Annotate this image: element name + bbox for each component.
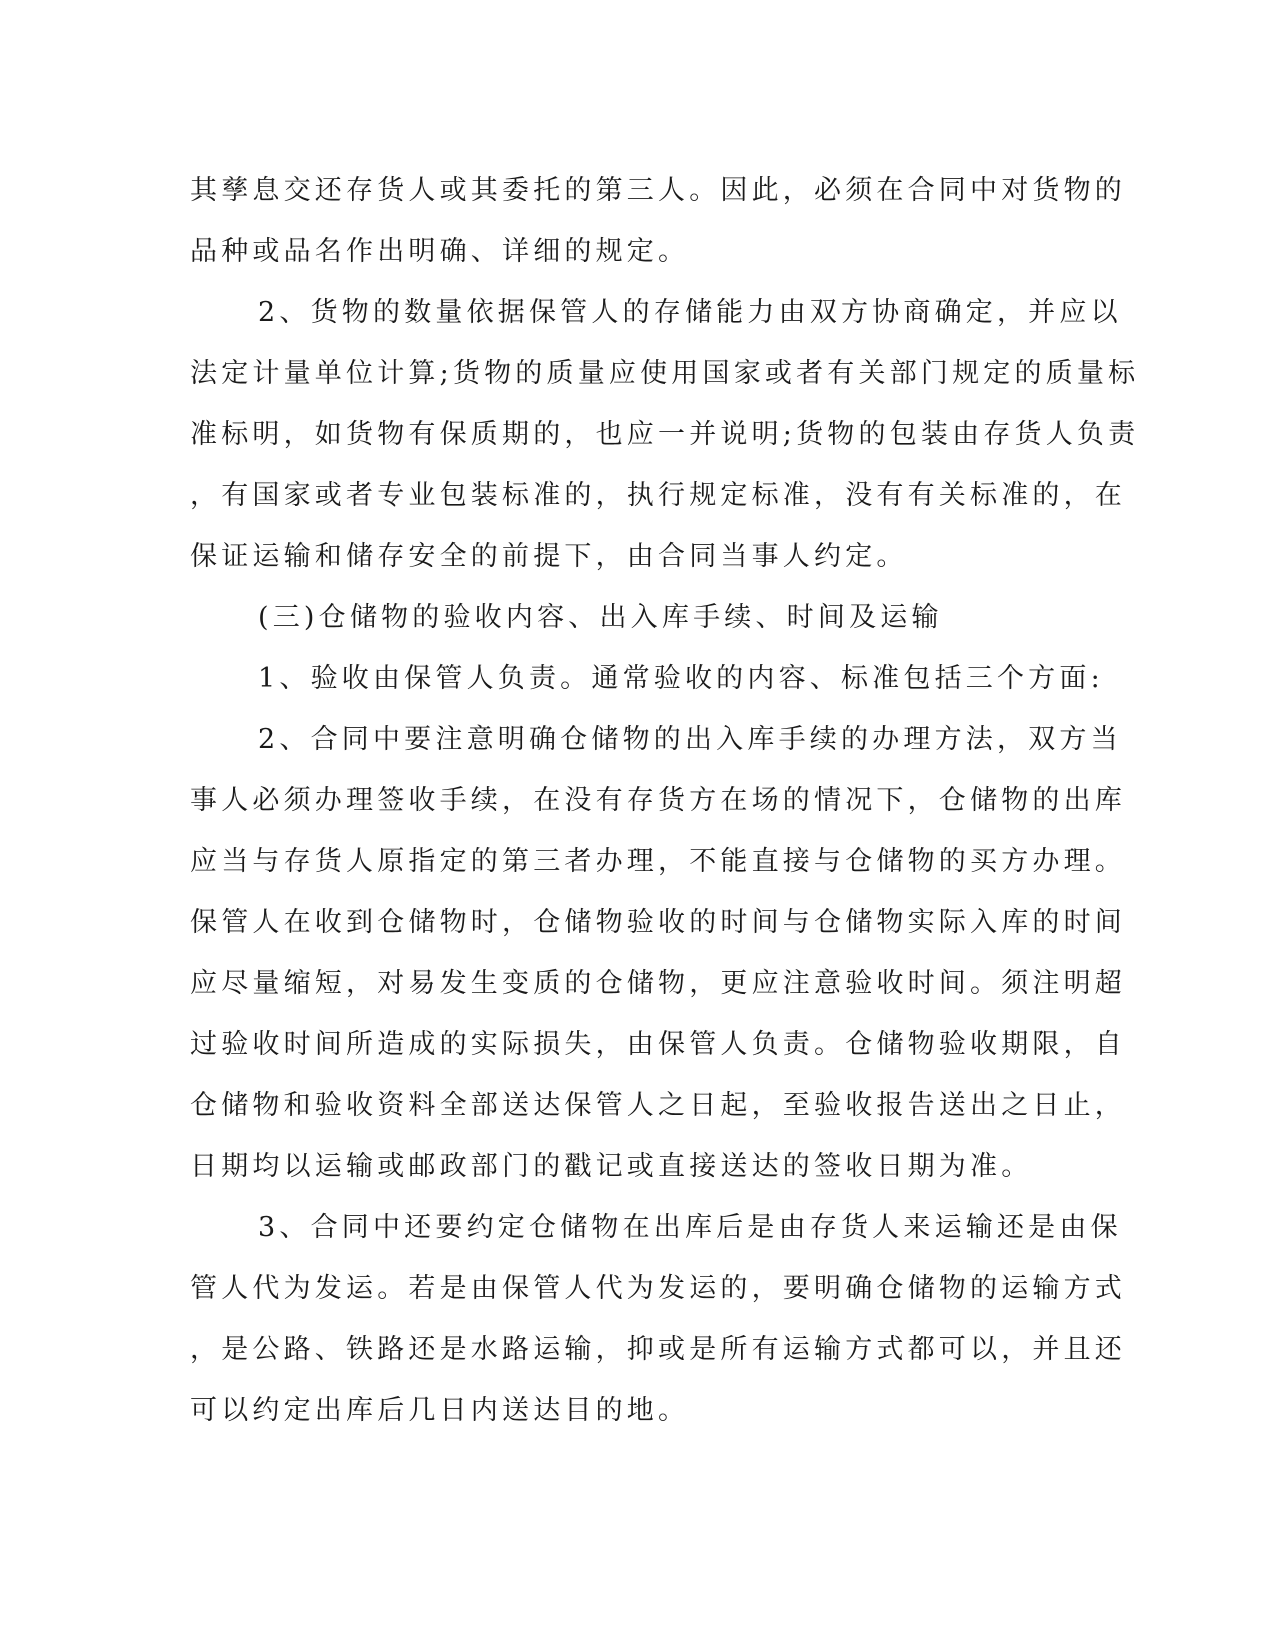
text-line: 准标明，如货物有保质期的，也应一并说明;货物的包装由存货人负责 [190,419,1140,450]
text-line: 过验收时间所造成的实际损失，由保管人负责。仓储物验收期限，自 [190,1029,1126,1060]
text-line: ，有国家或者专业包装标准的，执行规定标准，没有有关标准的，在 [190,480,1126,511]
text-line: 管人代为发运。若是由保管人代为发运的，要明确仓储物的运输方式 [190,1273,1126,1304]
text-line: 应尽量缩短，对易发生变质的仓储物，更应注意验收时间。须注明超 [190,968,1126,999]
text-line: 日期均以运输或邮政部门的戳记或直接送达的签收日期为准。 [190,1151,1033,1182]
text-line: 事人必须办理签收手续，在没有存货方在场的情况下，仓储物的出库 [190,785,1126,816]
text-line: 其孳息交还存货人或其委托的第三人。因此，必须在合同中对货物的 [190,175,1126,206]
paragraph-first-line: 2、合同中要注意明确仓储物的出入库手续的办理方法，双方当 [258,724,1122,755]
text-line: 仓储物和验收资料全部送达保管人之日起，至验收报告送出之日止， [190,1090,1126,1121]
text-line: 应当与存货人原指定的第三者办理，不能直接与仓储物的买方办理。 [190,846,1126,877]
paragraph-first-line: 1、验收由保管人负责。通常验收的内容、标准包括三个方面: [258,663,1104,694]
text-line: 可以约定出库后几日内送达目的地。 [190,1395,690,1426]
document-body [190,160,1140,1441]
text-line: ，是公路、铁路还是水路运输，抑或是所有运输方式都可以，并且还 [190,1334,1126,1365]
paragraph-first-line: 2、货物的数量依据保管人的存储能力由双方协商确定，并应以 [258,297,1122,328]
paragraph-first-line: 3、合同中还要约定仓储物在出库后是由存货人来运输还是由保 [258,1212,1122,1243]
text-line: 保管人在收到仓储物时，仓储物验收的时间与仓储物实际入库的时间 [190,907,1126,938]
text-line: 保证运输和储存安全的前提下，由合同当事人约定。 [190,541,908,572]
section-heading: (三)仓储物的验收内容、出入库手续、时间及运输 [258,602,943,633]
text-line: 法定计量单位计算;货物的质量应使用国家或者有关部门规定的质量标 [190,358,1140,389]
text-line: 品种或品名作出明确、详细的规定。 [190,236,690,267]
